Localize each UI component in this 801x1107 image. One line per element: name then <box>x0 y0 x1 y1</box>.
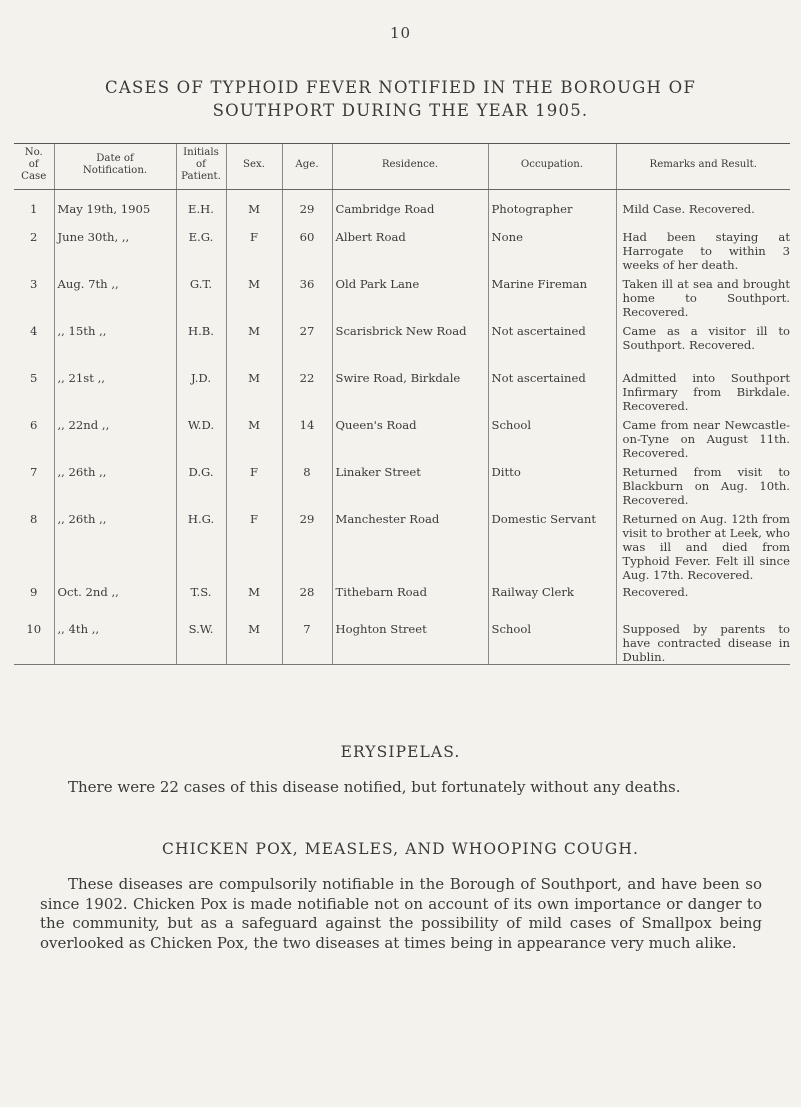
cell-residence: Cambridge Road <box>332 190 488 227</box>
cell-initials: S.W. <box>176 619 226 665</box>
table-row <box>14 227 790 274</box>
header-residence: Residence. <box>332 144 488 190</box>
table-row <box>14 509 790 582</box>
header-age: Age. <box>282 144 332 190</box>
cell-no: 2 <box>30 229 38 244</box>
cell-date: May 19th, 1905 <box>54 190 176 227</box>
cell-sex: M <box>226 190 282 227</box>
cell-residence: Albert Road <box>332 227 488 274</box>
cell-occupation: Ditto <box>488 462 616 509</box>
cell-remarks: Had been staying at Harrogate to within 3 weeks of her death. <box>616 227 790 274</box>
heading-line-2: SOUTHPORT DURING THE YEAR 1905. <box>212 101 589 120</box>
header-date-line: Date of <box>96 153 134 164</box>
cell-age: 22 <box>282 368 332 415</box>
cell-residence: Scarisbrick New Road <box>332 321 488 368</box>
table-row <box>14 321 790 368</box>
cell-no: 10 <box>14 619 54 665</box>
cell-initials: H.B. <box>176 321 226 368</box>
cell-occupation: School <box>488 619 616 665</box>
cell-age: 28 <box>282 582 332 619</box>
cell-occupation: Not ascertained <box>488 321 616 368</box>
cell-remarks: Returned on Aug. 12th from visit to brother at Leek, who was ill and died from Typhoid Fever. Felt ill since Aug. 17th. Recovered. <box>616 509 790 582</box>
cell-initials: E.G. <box>176 227 226 274</box>
cell-initials: T.S. <box>176 582 226 619</box>
cell-date: Aug. 7th ,, <box>54 274 176 321</box>
cell-no: 5 <box>30 370 38 385</box>
cell-remarks: Admitted into Southport Infirmary from Birkdale. Recovered. <box>616 368 790 415</box>
cell-occupation: Railway Clerk <box>488 582 616 619</box>
cell-age: 14 <box>282 415 332 462</box>
cell-residence: Linaker Street <box>332 462 488 509</box>
header-no-line: No. <box>24 147 43 158</box>
header-initials <box>176 144 226 190</box>
cell-residence: Tithebarn Road <box>332 582 488 619</box>
page-number: 10 <box>389 24 412 42</box>
cell-date: Oct. 2nd ,, <box>54 582 176 619</box>
header-initials-line: Patient. <box>181 171 221 182</box>
cell-occupation: Photographer <box>488 190 616 227</box>
cell-age: 36 <box>282 274 332 321</box>
table-row <box>14 274 790 321</box>
cell-initials: J.D. <box>176 368 226 415</box>
table-header-row <box>14 144 790 190</box>
cell-age: 7 <box>282 619 332 665</box>
cell-age: 29 <box>282 190 332 227</box>
cell-occupation: None <box>488 227 616 274</box>
header-initials-line: of <box>196 159 206 170</box>
cell-remarks: Taken ill at sea and brought home to Southport. Recovered. <box>616 274 790 321</box>
header-no <box>14 144 54 190</box>
cell-sex: M <box>226 321 282 368</box>
cell-date: ,, 21st ,, <box>54 368 176 415</box>
cell-age: 27 <box>282 321 332 368</box>
cell-sex: M <box>226 619 282 665</box>
chicken-pox-title: CHICKEN POX, MEASLES, AND WHOOPING COUGH. <box>162 840 639 858</box>
header-initials-line: Initials <box>183 147 219 158</box>
header-remarks: Remarks and Result. <box>616 144 790 190</box>
cell-date: ,, 15th ,, <box>54 321 176 368</box>
cell-date: ,, 4th ,, <box>54 619 176 665</box>
cell-occupation: School <box>488 415 616 462</box>
header-date <box>54 144 176 190</box>
cell-date: ,, 26th ,, <box>54 509 176 582</box>
cell-no: 6 <box>30 417 38 432</box>
cell-date: June 30th, ,, <box>54 227 176 274</box>
cell-residence: Queen's Road <box>332 415 488 462</box>
cell-no: 3 <box>30 276 38 291</box>
cell-age: 60 <box>282 227 332 274</box>
cell-residence: Hoghton Street <box>332 619 488 665</box>
cell-date: ,, 26th ,, <box>54 462 176 509</box>
cell-sex: F <box>226 509 282 582</box>
header-no-line: Case <box>21 171 47 182</box>
cell-residence: Old Park Lane <box>332 274 488 321</box>
table-row <box>14 619 790 665</box>
cell-no: 4 <box>30 323 38 338</box>
header-no-line: of <box>28 159 39 170</box>
cell-occupation: Marine Fireman <box>488 274 616 321</box>
page-heading <box>0 76 801 122</box>
cell-remarks: Recovered. <box>616 582 790 619</box>
table-row <box>14 462 790 509</box>
cell-remarks: Mild Case. Recovered. <box>616 190 790 227</box>
heading-line-1: CASES OF TYPHOID FEVER NOTIFIED IN THE BOROUGH OF <box>105 78 696 97</box>
cell-age: 8 <box>282 462 332 509</box>
cell-date: ,, 22nd ,, <box>54 415 176 462</box>
cell-remarks: Came from near Newcastle-on-Tyne on August 11th. Recovered. <box>616 415 790 462</box>
cell-remarks: Supposed by parents to have contracted disease in Dublin. <box>616 619 790 665</box>
chicken-pox-text: These diseases are compulsorily notifiable in the Borough of Southport, and have been so since 1902. Chicken Pox is made notifiable not on account of its own importance or danger to the community, but as a safeguard against the possibility of mild cases of Smallpox being overlooked as Chicken Pox, the two diseases at times being in appearance very much alike. <box>40 875 762 952</box>
table-row <box>14 190 790 227</box>
cell-sex: M <box>226 368 282 415</box>
typhoid-cases-table <box>14 143 790 665</box>
erysipelas-title: ERYSIPELAS. <box>340 743 461 761</box>
cell-residence: Manchester Road <box>332 509 488 582</box>
cell-occupation: Not ascertained <box>488 368 616 415</box>
cell-remarks: Came as a visitor ill to Southport. Recovered. <box>616 321 790 368</box>
header-date-line: Notification. <box>82 165 148 176</box>
table-row <box>14 368 790 415</box>
cell-sex: M <box>226 415 282 462</box>
cell-initials: E.H. <box>176 190 226 227</box>
cell-remarks: Returned from visit to Blackburn on Aug. 10th. Recovered. <box>616 462 790 509</box>
table-row <box>14 415 790 462</box>
cell-sex: M <box>226 582 282 619</box>
header-occupation: Occupation. <box>488 144 616 190</box>
cell-occupation: Domestic Servant <box>488 509 616 582</box>
cell-sex: F <box>226 462 282 509</box>
header-sex: Sex. <box>226 144 282 190</box>
cell-no: 9 <box>30 584 38 599</box>
cell-initials: D.G. <box>176 462 226 509</box>
cell-sex: M <box>226 274 282 321</box>
cell-age: 29 <box>282 509 332 582</box>
cell-no: 7 <box>30 464 38 479</box>
cell-residence: Swire Road, Birkdale <box>332 368 488 415</box>
cell-no: 1 <box>30 202 38 216</box>
cell-initials: H.G. <box>176 509 226 582</box>
cell-sex: F <box>226 227 282 274</box>
cell-initials: G.T. <box>176 274 226 321</box>
erysipelas-text: There were 22 cases of this disease notified, but fortunately without any deaths. <box>68 778 681 796</box>
cell-no: 8 <box>30 511 38 526</box>
cell-initials: W.D. <box>176 415 226 462</box>
table-row <box>14 582 790 619</box>
